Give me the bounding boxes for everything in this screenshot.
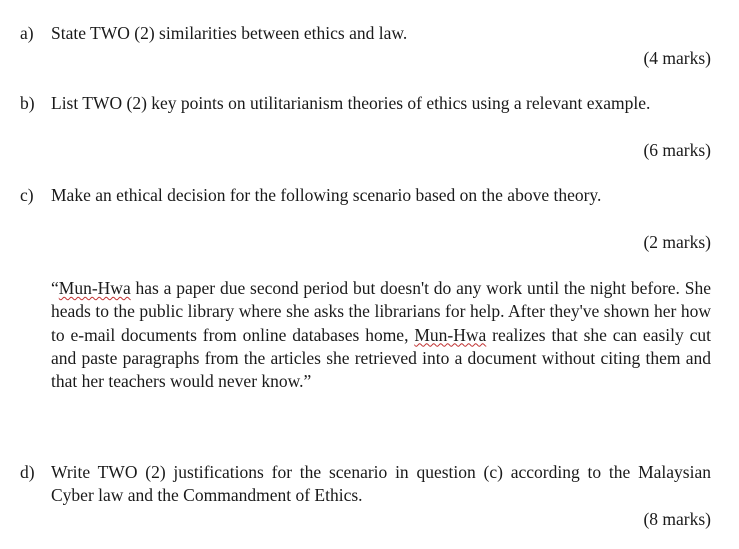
question-label: c) [20,185,34,205]
question-text: List TWO (2) key points on utilitarianism theories of ethics using a relevant example. [51,93,651,113]
marks-label: (4 marks) [643,48,711,68]
question-text: State TWO (2) similarities between ethics and law. [51,23,408,43]
scenario-quote [51,277,711,393]
scenario-text: has a paper due second period but doesn't do any work until the night before. She heads to the public library where she asks the librarians for help. After they've shown her how to e-mail documents from online databases home, [51,278,711,345]
question-label: a) [20,23,34,43]
question-text: Make an ethical decision for the following scenario based on the above theory. [51,185,602,205]
scenario-name: Mun-Hwa [414,324,487,345]
scenario-name: Mun-Hwa [58,278,131,298]
question-text: Write TWO (2) justifications for the scenario in question (c) according to the Malaysian Cyber law and the Commandment of Ethics. [51,462,711,505]
marks-label: (8 marks) [643,509,711,529]
scenario-text: realizes that she can easily cut and paste paragraphs from the articles she retrieved into a document without citing them and that her teachers would never know. [51,324,711,392]
marks-label: (6 marks) [643,140,711,160]
question-label: b) [20,93,35,113]
question-label: d) [20,462,35,482]
close-quote: ” [303,371,312,392]
marks-label: (2 marks) [643,232,711,252]
open-quote: “ [51,278,59,298]
